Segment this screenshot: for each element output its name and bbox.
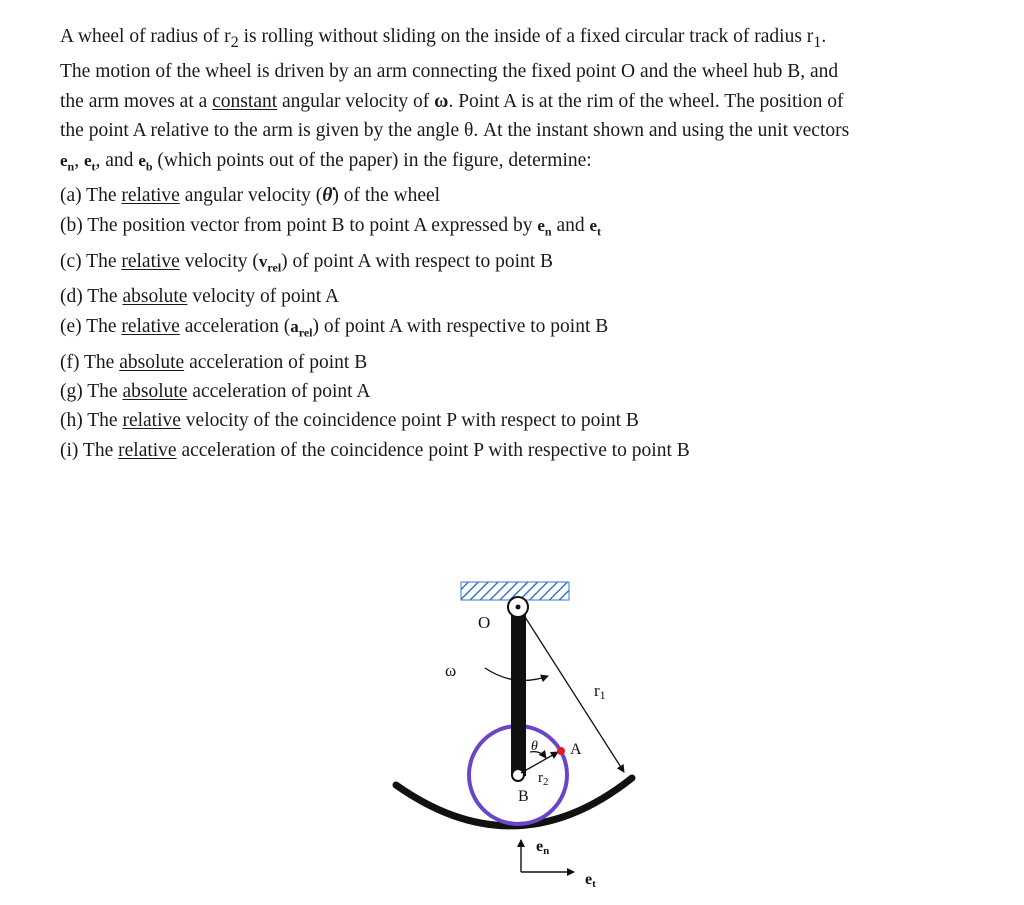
question-text: acceleration ( xyxy=(179,315,291,337)
question-c xyxy=(60,247,970,283)
question-text: velocity of the coincidence point P with respect to point B xyxy=(180,410,639,432)
subscript: n xyxy=(544,224,552,239)
arm xyxy=(511,606,526,776)
problem-intro xyxy=(60,22,970,181)
omega-symbol: ω xyxy=(434,90,449,112)
question-text: acceleration of point B xyxy=(184,351,368,373)
intro-text: the arm moves at a xyxy=(60,90,213,112)
mechanism-figure xyxy=(380,570,660,905)
question-text: ) of point A with respective to point B xyxy=(312,315,609,337)
intro-text: , and xyxy=(95,149,139,171)
vector-letter: e xyxy=(83,150,92,170)
underlined-word: constant xyxy=(212,90,278,112)
label-omega: ω xyxy=(445,661,457,680)
circular-track xyxy=(396,778,632,826)
subscript: 2 xyxy=(230,32,239,51)
underlined-word: absolute xyxy=(122,286,188,308)
question-text: acceleration of point A xyxy=(187,380,371,402)
intro-text: (which points out of the paper) in the figure, determine: xyxy=(152,149,592,171)
intro-line-1 xyxy=(60,22,970,57)
underlined-word: relative xyxy=(121,315,180,337)
vector-letter: e xyxy=(537,215,545,235)
intro-line-2: The motion of the wheel is driven by an arm connecting the fixed point O and the wheel hub B, and xyxy=(60,61,839,83)
question-text: (i) The xyxy=(60,439,119,461)
question-text: (e) The xyxy=(60,315,122,337)
question-text: velocity ( xyxy=(179,250,259,272)
label-o: O xyxy=(478,613,491,632)
underlined-word: relative xyxy=(121,185,180,207)
intro-text: , xyxy=(74,149,84,171)
unit-vector-eb xyxy=(138,150,153,173)
intro-text: A wheel of radius of r xyxy=(60,26,231,47)
hub-b xyxy=(512,769,524,781)
question-text: (b) The position vector from point B to point A expressed by xyxy=(60,214,538,236)
intro-line-4: the point A relative to the arm is given by the angle θ. At the instant shown and using the unit vectors xyxy=(60,120,850,142)
question-h xyxy=(60,406,970,435)
question-text: angular velocity ( xyxy=(179,185,323,207)
question-d xyxy=(60,282,970,311)
question-text: (f) The xyxy=(60,351,120,373)
question-text: velocity of point A xyxy=(187,286,340,308)
problem-statement xyxy=(60,22,970,465)
question-a xyxy=(60,181,970,210)
theta-dot-symbol: θ̇ xyxy=(322,185,333,207)
subscript: t xyxy=(91,158,96,173)
intro-text: is rolling without sliding on the inside of a fixed circular track of radius r xyxy=(238,26,814,47)
label-a: A xyxy=(570,741,582,758)
label-et: et xyxy=(585,871,596,890)
question-e xyxy=(60,312,970,348)
label-r2: $r_2$ xyxy=(538,770,549,788)
vector-letter: a xyxy=(290,316,299,336)
question-text: ) of the wheel xyxy=(332,185,441,207)
subscript: n xyxy=(67,158,75,173)
intro-text: . Point A is at the rim of the wheel. The position of xyxy=(448,90,844,112)
intro-text: angular velocity of xyxy=(277,90,435,112)
underlined-word: absolute xyxy=(122,380,188,402)
label-b: B xyxy=(518,788,529,805)
unit-vector-en xyxy=(60,150,75,173)
question-g xyxy=(60,377,970,406)
label-theta: θ xyxy=(531,739,538,754)
question-b xyxy=(60,211,970,247)
vector-letter: v xyxy=(258,251,268,271)
vector-letter: e xyxy=(138,150,146,170)
label-en: en xyxy=(536,838,550,857)
question-text: (h) The xyxy=(60,410,123,432)
subscript: t xyxy=(597,224,602,239)
point-a xyxy=(557,747,565,755)
intro-line-5 xyxy=(60,146,970,182)
vector-letter: e xyxy=(589,215,598,235)
subscript: rel xyxy=(267,259,282,274)
subscript: 1 xyxy=(813,32,822,51)
question-i xyxy=(60,436,970,465)
underlined-word: relative xyxy=(118,439,177,461)
question-list xyxy=(60,181,970,465)
underlined-word: absolute xyxy=(119,351,185,373)
question-text: acceleration of the coincidence point P with respective to point B xyxy=(176,439,690,461)
question-text: (c) The xyxy=(60,250,122,272)
question-text: and xyxy=(551,214,590,236)
underlined-word: relative xyxy=(122,410,181,432)
subscript: b xyxy=(145,158,153,173)
unit-vector-et xyxy=(589,215,602,239)
intro-line-3 xyxy=(60,87,970,116)
vector-a-rel xyxy=(290,316,313,340)
pivot-o-center xyxy=(516,605,521,610)
unit-vector-et xyxy=(83,150,96,173)
subscript: rel xyxy=(298,325,313,340)
mechanism-diagram xyxy=(380,570,660,900)
question-text: (a) The xyxy=(60,185,122,207)
vector-v-rel xyxy=(258,251,282,274)
label-r1: r1 xyxy=(594,681,606,702)
question-text: (d) The xyxy=(60,286,123,308)
intro-text: . xyxy=(821,26,827,47)
question-f xyxy=(60,348,970,377)
unit-vector-en xyxy=(537,215,552,239)
vector-letter: e xyxy=(60,150,68,170)
question-text: ) of point A with respect to point B xyxy=(281,250,554,272)
question-text: (g) The xyxy=(60,380,123,402)
underlined-word: relative xyxy=(121,250,180,272)
